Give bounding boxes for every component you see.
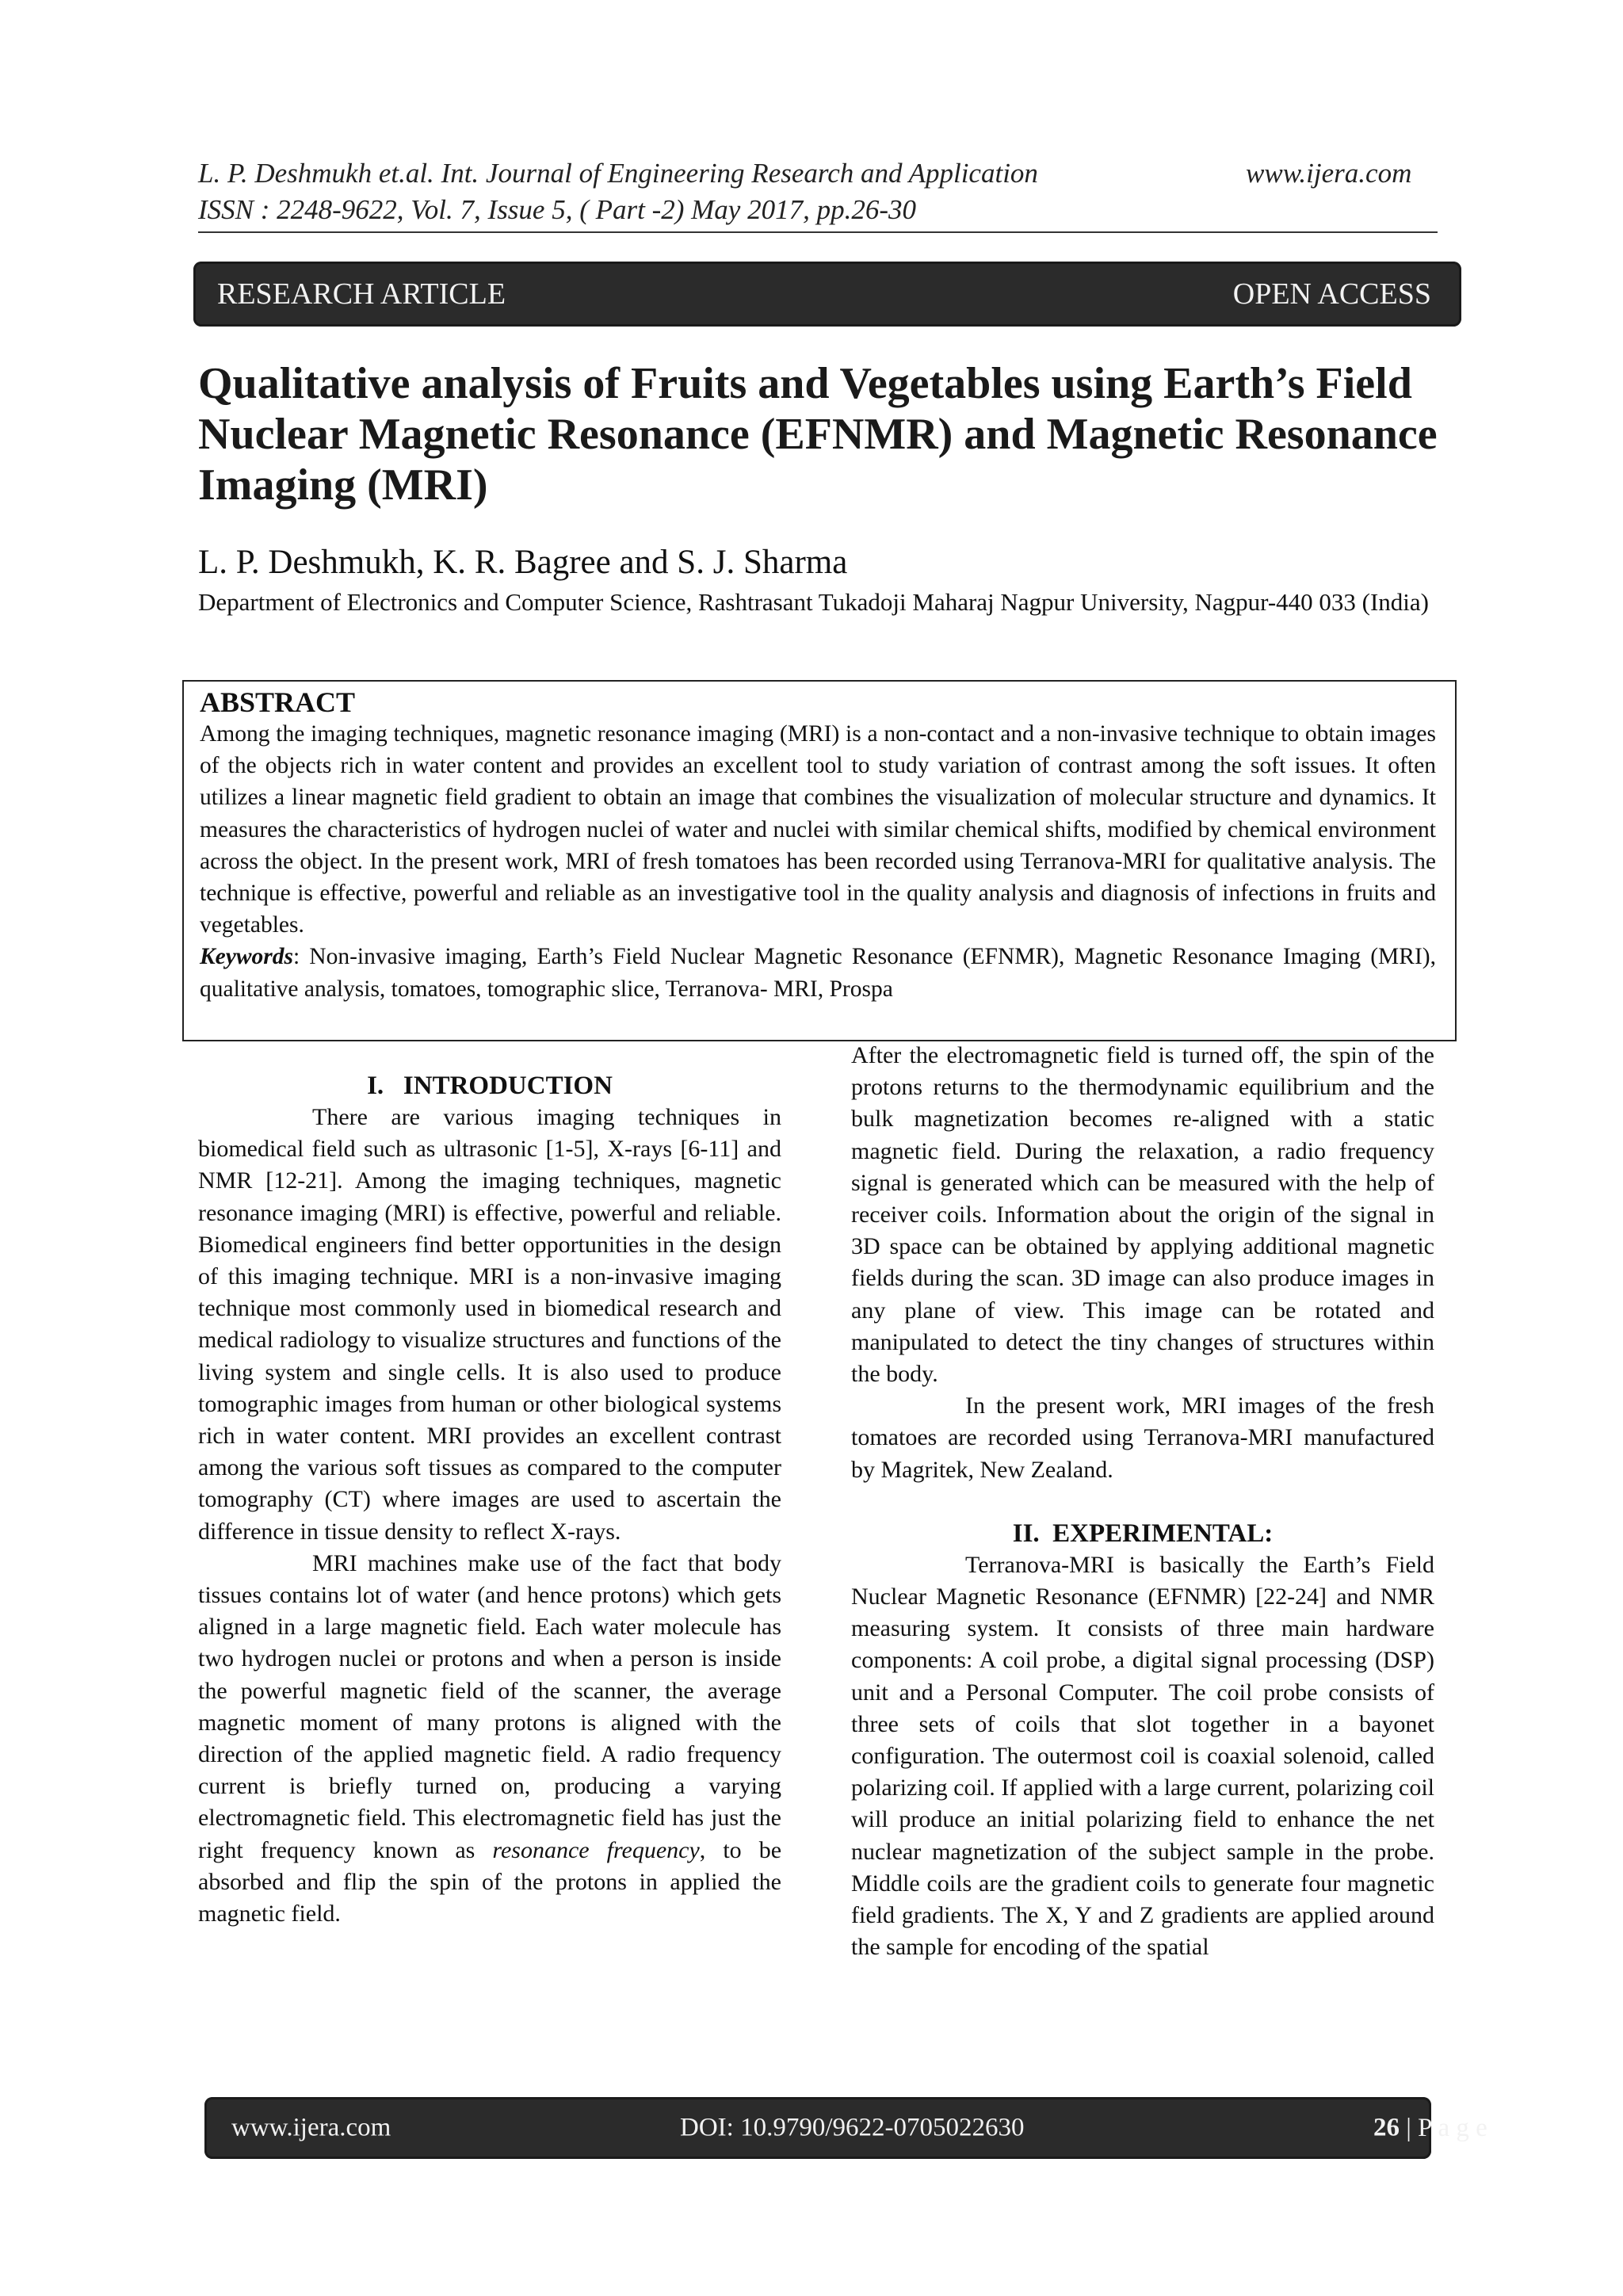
title-line: Qualitative analysis of Fruits and Vegetables using Earth’s Field: [198, 359, 1412, 408]
paper-title: [198, 358, 1442, 510]
title-line: Nuclear Magnetic Resonance (EFNMR) and Magnetic Resonance: [198, 410, 1438, 459]
abstract-content: [200, 686, 1436, 1005]
keywords-label: Keywords: [200, 944, 293, 970]
header-divider: [198, 231, 1438, 233]
intro-paragraph-2-end: , to be absorbed and flip the spin of the protons in applied the magnetic field.: [198, 1836, 782, 1927]
author-list: L. P. Deshmukh, K. R. Bagree and S. J. Sharma: [198, 544, 848, 581]
article-type-banner: [193, 262, 1461, 327]
intro-paragraph-2-text: MRI machines make use of the fact that body tissues contains lot of water (and hence protons) which gets aligned in a large magnetic field. Each water molecule has two hydrogen nuclei or protons and when a person is inside the powerful magnetic field of the scanner, the average magnetic moment of many protons is aligned with the direction of the applied magnetic field. A radio frequency current is briefly turned on, producing a varying electromagnetic field. This electromagnetic field has just the right frequency known as: [198, 1549, 781, 1863]
page-label: | P a g e: [1400, 2113, 1487, 2142]
right-paragraph-2: In the present work, MRI images of the fresh tomatoes are recorded using Terranova-MRI manufactured by Magritek, New Zealand.: [851, 1392, 1434, 1483]
experimental-paragraph: Terranova-MRI is basically the Earth’s Field Nuclear Magnetic Resonance (EFNMR) [22-24] and NMR measuring system. It consists of three main hardware components: A coil probe, a digital signal processing (DSP) unit and a Personal Computer. The coil probe consists of three sets of coils that slot together in a bayonet configuration. The outermost coil is coaxial solenoid, called polarizing coil. If applied with a large current, polarizing coil will produce an initial polarizing field to enhance the net nuclear magnetization of the subject sample in the probe. Middle coils are the gradient coils to generate four magnetic field gradients. The X, Y and Z gradients are applied around the sample for encoding of the spatial: [851, 1551, 1434, 1961]
section-heading-experimental: II. EXPERIMENTAL:: [1012, 1519, 1274, 1548]
article-type-label: RESEARCH ARTICLE: [217, 277, 506, 311]
keywords-text: : Non-invasive imaging, Earth’s Field Nuclear Magnetic Resonance (EFNMR), Magnetic Resonance Imaging (MRI), qualitative analysis, tomatoes, tomographic slice, Terranova- MRI, Prospa: [200, 944, 1436, 1002]
resonance-frequency-term: resonance frequency: [492, 1836, 700, 1863]
abstract-text: Among the imaging techniques, magnetic resonance imaging (MRI) is a non-contact and a non-invasive technique to obtain images of the objects rich in water content and provides an excellent tool to study variation of contrast among the soft issues. It often utilizes a linear magnetic field gradient to obtain an image that combines the visualization of molecular structure and dynamics. It measures the characteristics of hydrogen nuclei of water and nuclei with similar chemical shifts, modified by chemical environment across the object. In the present work, MRI of fresh tomatoes has been recorded using Terranova-MRI for qualitative analysis. The technique is effective, powerful and reliable as an investigative tool in the quality analysis and diagnosis of infections in fruits and vegetables.: [200, 721, 1436, 938]
intro-paragraph-1: There are various imaging techniques in biomedical field such as ultrasonic [1-5], X-rays [6-11] and NMR [12-21]. Among the imaging techniques, magnetic resonance imaging (MRI) is effective, powerful and reliable. Biomedical engineers find better opportunities in the design of this imaging technique. MRI is a non-invasive imaging technique most commonly used in biomedical research and medical radiology to visualize structures and functions of the living system and single cells. It is also used to produce tomographic images from human or other biological systems rich in water content. MRI provides an excellent contrast among the various soft tissues as compared to the computer tomography (CT) where images are used to ascertain the difference in tissue density to reflect X-rays.: [198, 1104, 781, 1545]
footer-doi[interactable]: DOI: 10.9790/9622-0705022630: [680, 2113, 1025, 2142]
abstract-heading: ABSTRACT: [200, 686, 356, 718]
page-footer: [204, 2097, 1487, 2159]
right-paragraph-1: After the electromagnetic field is turned off, the spin of the protons returns to the thermodynamic equilibrium and the bulk magnetization becomes re-aligned with a static magnetic field. During the relaxation, a radio frequency signal is generated which can be measured with the help of receiver coils. Information about the origin of the signal in 3D space can be obtained by applying additional magnetic fields during the scan. 3D image can also produce images in any plane of view. This image can be rotated and manipulated to detect the tiny changes of structures within the body.: [851, 1042, 1434, 1388]
left-column: [198, 1070, 781, 1930]
affiliation: Department of Electronics and Computer Science, Rashtrasant Tukadoji Maharaj Nagpur University, Nagpur-440 033 (India): [198, 588, 1429, 616]
journal-website[interactable]: www.ijera.com: [1246, 158, 1412, 189]
section-heading-introduction: I. INTRODUCTION: [367, 1072, 613, 1100]
keywords-paragraph: [200, 941, 1436, 1004]
footer-page: [1373, 2113, 1487, 2143]
page-number: 26: [1373, 2113, 1400, 2142]
right-column: [851, 1040, 1434, 1963]
footer-website[interactable]: www.ijera.com: [231, 2113, 391, 2142]
issn-line: ISSN : 2248-9622, Vol. 7, Issue 5, ( Part -2) May 2017, pp.26-30: [198, 194, 917, 225]
title-line: Imaging (MRI): [198, 460, 488, 510]
open-access-label: OPEN ACCESS: [1232, 277, 1431, 311]
intro-paragraph-2: [198, 1548, 781, 1930]
journal-citation: L. P. Deshmukh et.al. Int. Journal of Engineering Research and Application: [198, 158, 1038, 189]
